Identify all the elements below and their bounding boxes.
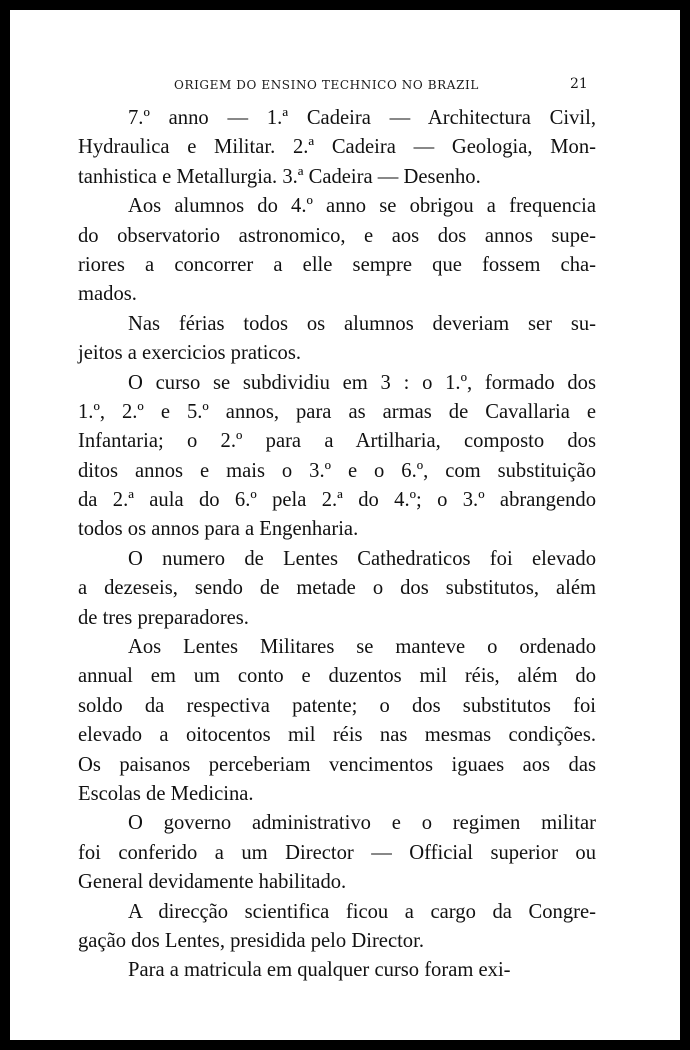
text-line: Aos Lentes Militares se manteve o ordenado [128, 636, 596, 659]
text-line: Os paisanos perceberiam vencimentos iguaes aos das [78, 753, 596, 776]
text-line: de tres preparadores. [78, 606, 249, 629]
paragraph [78, 369, 596, 545]
body-text [78, 104, 596, 986]
text-line: Aos alumnos do 4.º anno se obrigou a frequencia [128, 195, 596, 218]
text-line: soldo da respectiva patente; o dos substitutos foi [78, 694, 596, 717]
page-number: 21 [570, 76, 588, 92]
running-header [10, 78, 680, 98]
text-line: 1.º, 2.º e 5.º annos, para as armas de Cavallaria e [78, 400, 596, 423]
text-line: Nas férias todos os alumnos deveriam ser su- [128, 312, 596, 335]
text-line: mados. [78, 283, 137, 306]
text-line: jeitos a exercicios praticos. [78, 342, 302, 365]
text-line: tanhistica e Metallurgia. 3.ª Cadeira — Desenho. [78, 165, 481, 188]
paragraph [78, 898, 596, 957]
running-title: ORIGEM DO ENSINO TECHNICO NO BRAZIL [174, 78, 479, 92]
text-line: ditos annos e mais o 3.º e o 6.º, com substituição [78, 459, 596, 482]
text-line: O curso se subdividiu em 3 : o 1.º, formado dos [128, 371, 596, 394]
text-line: O numero de Lentes Cathedraticos foi elevado [128, 547, 596, 570]
text-line: General devidamente habilitado. [78, 871, 347, 894]
text-line: Para a matricula em qualquer curso foram exi- [128, 959, 511, 982]
text-line: foi conferido a um Director — Official superior ou [78, 841, 596, 864]
text-line: 7.º anno — 1.ª Cadeira — Architectura Civil, [128, 107, 596, 129]
text-line: todos os annos para a Engenharia. [78, 518, 359, 541]
text-line: O governo administrativo e o regimen militar [128, 812, 596, 835]
text-line: Hydraulica e Militar. 2.ª Cadeira — Geologia, Mon- [78, 136, 596, 159]
paragraph [78, 545, 596, 633]
text-line: a dezeseis, sendo de metade o dos substitutos, além [78, 577, 596, 600]
paragraph [78, 633, 596, 809]
text-line: da 2.ª aula do 6.º pela 2.ª do 4.º; o 3.º abrangendo [78, 489, 596, 512]
text-line: riores a concorrer a elle sempre que fossem cha- [78, 253, 596, 276]
book-page [10, 10, 680, 1040]
paragraph [78, 809, 596, 897]
text-line: annual em um conto e duzentos mil réis, além do [78, 665, 596, 688]
text-line: Infantaria; o 2.º para a Artilharia, composto dos [78, 430, 596, 453]
text-line: do observatorio astronomico, e aos dos annos supe- [78, 224, 596, 247]
paragraph [78, 310, 596, 369]
text-line: A direcção scientifica ficou a cargo da Congre- [128, 900, 596, 923]
text-line: Escolas de Medicina. [78, 782, 254, 805]
paragraph [78, 192, 596, 310]
paragraph [78, 956, 596, 985]
paragraph [78, 104, 596, 192]
text-line: elevado a oitocentos mil réis nas mesmas condições. [78, 724, 596, 747]
text-line: gação dos Lentes, presidida pelo Director. [78, 929, 424, 952]
